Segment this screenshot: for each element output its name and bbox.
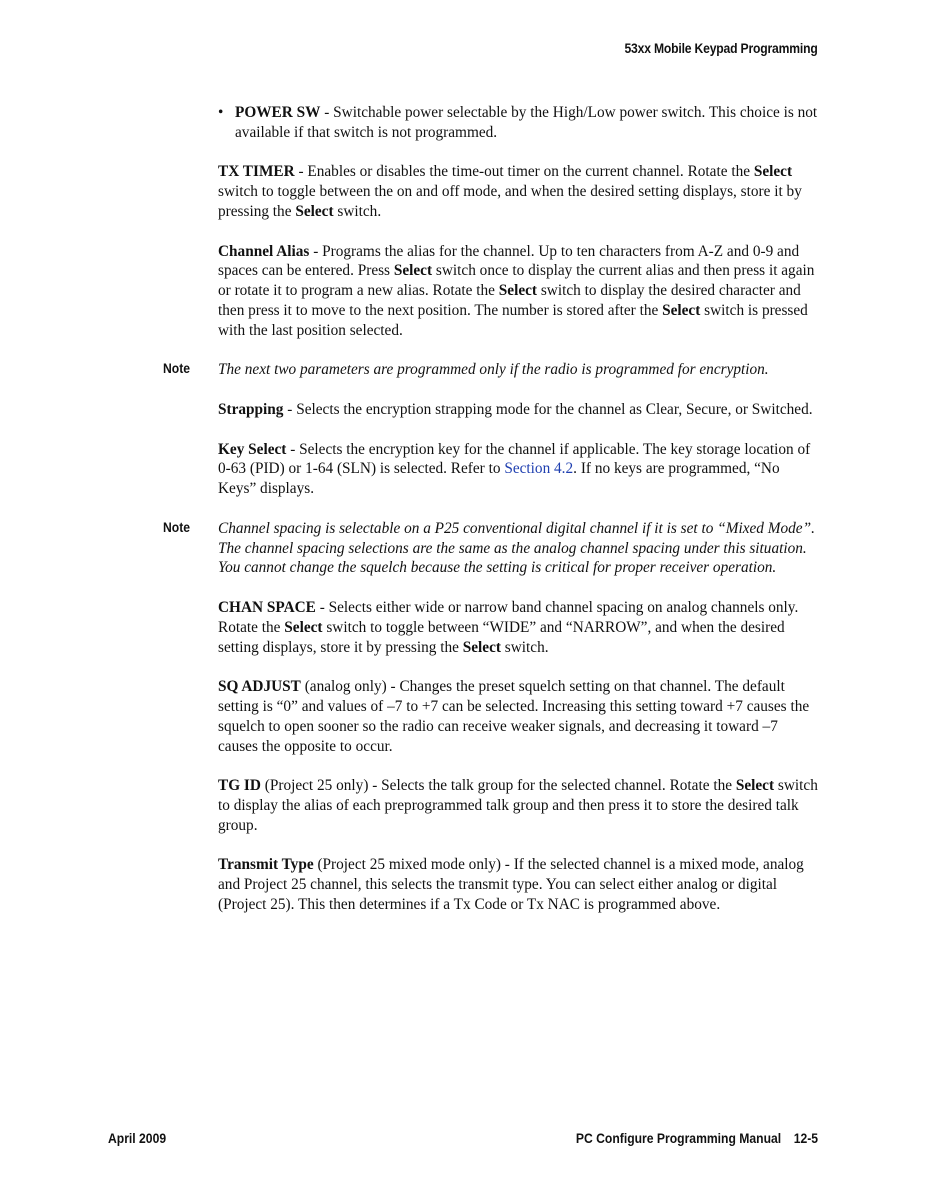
footer-manual-title: PC Configure Programming Manual [575,1131,782,1146]
section-4-2-link[interactable]: Section 4.2 [504,460,574,478]
note-encryption [163,360,818,380]
note-label: Note [163,519,190,535]
footer-manual-info [576,1131,818,1146]
term-sq-adjust: SQ ADJUST [218,678,301,696]
note-label: Note [163,361,190,377]
page-number: 12-5 [793,1131,818,1146]
tx-timer-paragraph: TX TIMER - Enables or disables the time-out timer on the current channel. Rotate the Select switch to toggle between the on and off mode, and when the desired setting displays, store it by pressing the Select switch. [218,163,802,220]
channel-alias-paragraph: Channel Alias - Programs the alias for the channel. Up to ten characters from A-Z and 0-9 and spaces can be entered. Press Select switch once to display the current alias and then press it again or rotate it to program a new alias. Rotate the Select switch to display the desired character and then press it to move to the next position. The number is stored after the Select switch is pressed with the last position selected. [218,242,815,339]
note-text: Channel spacing is selectable on a P25 conventional digital channel if it is set to “Mixed Mode”. The channel spacing selections are the same as the analog channel spacing under this situation. You cannot change the squelch because the setting is critical for proper receiver operation. [218,519,815,577]
term-key-select: Key Select [218,440,287,458]
transmit-type-paragraph: Transmit Type (Project 25 mixed mode only) - If the selected channel is a mixed mode, analog and Project 25 channel, this selects the transmit type. You can select either analog or digital (Project 25). This then determines if a Tx Code or Tx NAC is programmed above. [218,856,804,913]
page-body [163,103,818,915]
sq-adjust-paragraph: SQ ADJUST (analog only) - Changes the preset squelch setting on that channel. The default setting is “0” and values of –7 to +7 can be selected. Increasing this setting toward +7 causes the squelch to open sooner so the radio can receive weaker signals, and decreasing it toward –7 causes the opposite to occur. [218,678,810,755]
term-power-sw: POWER SW [235,104,321,121]
key-select-paragraph: Key Select - Selects the encryption key for the channel if applicable. The key storage location of 0-63 (PID) or 1-64 (SLN) is selected. Refer to Section 4.2. If no keys are programmed, “No Keys” displays. [218,440,811,498]
term-tg-id: TG ID [218,777,261,795]
strapping-paragraph: Strapping - Selects the encryption strapping mode for the channel as Clear, Secure, or Switched. [218,400,813,418]
note-text: The next two parameters are programmed only if the radio is programmed for encryption. [218,361,769,379]
tg-id-paragraph: TG ID (Project 25 only) - Selects the talk group for the selected channel. Rotate the Select switch to display the alias of each preprogrammed talk group and then press it to store the desired talk group. [218,777,818,834]
chan-space-paragraph: CHAN SPACE - Selects either wide or narrow band channel spacing on analog channels only. Rotate the Select switch to toggle between “WIDE” and “NARROW”, and when the desired setting displays, store it by pressing the Select switch. [218,598,799,656]
term-tx-timer: TX TIMER [218,163,295,181]
running-header: 53xx Mobile Keypad Programming [624,41,818,56]
term-transmit-type: Transmit Type [218,856,314,874]
power-sw-item: • POWER SW - Switchable power selectable by the High/Low power switch. This choice is not available if that switch is not programmed. [218,104,818,141]
note-channel-spacing [163,519,818,578]
term-chan-space: CHAN SPACE [218,598,316,616]
term-strapping: Strapping [218,400,284,418]
bullet-icon: • [218,104,224,121]
term-channel-alias: Channel Alias [218,242,310,260]
footer-date: April 2009 [108,1131,167,1146]
